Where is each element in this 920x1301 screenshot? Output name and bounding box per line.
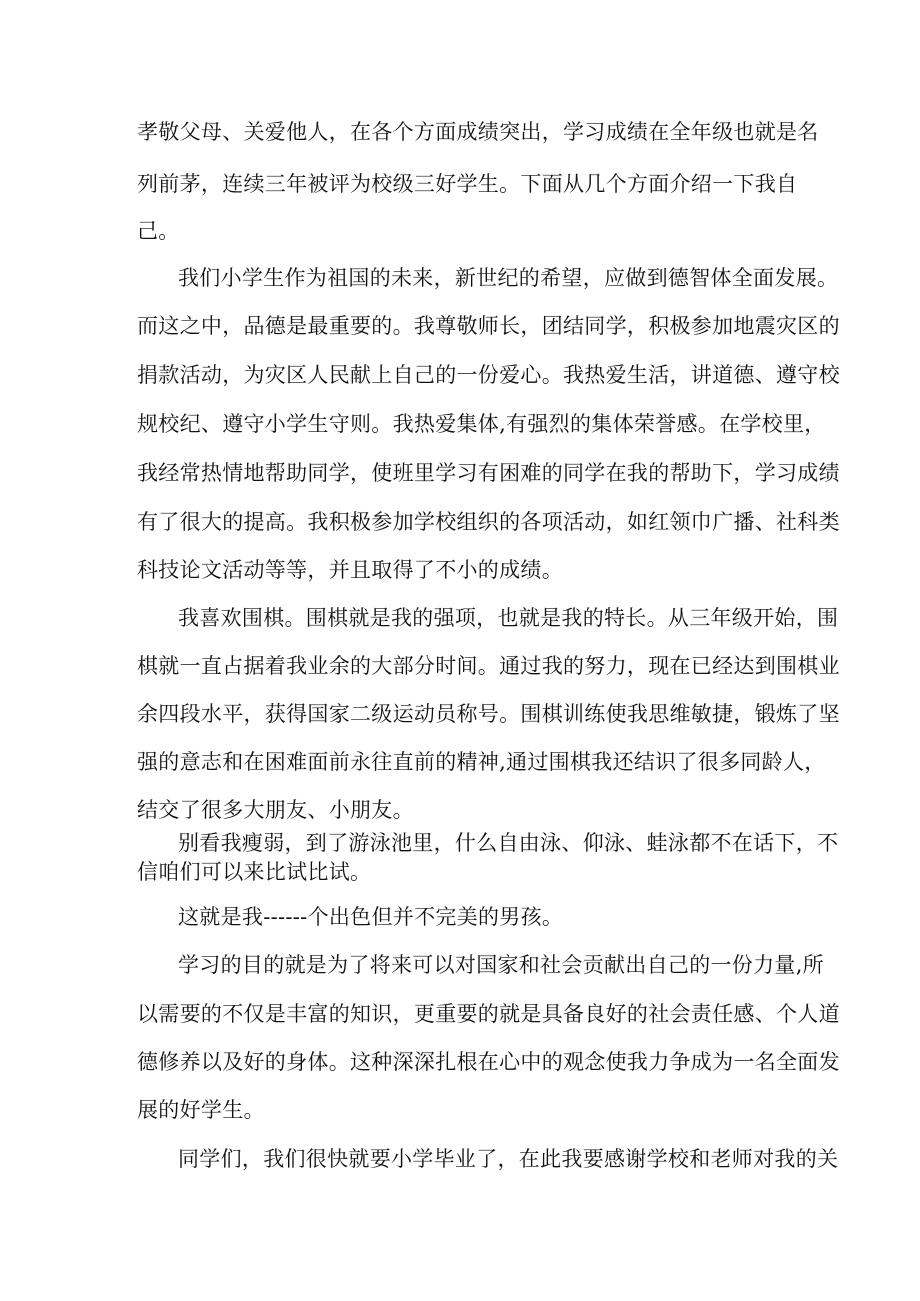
text-line: 有了很大的提高。我积极参加学校组织的各项活动，如红领巾广播、社科类 xyxy=(137,510,840,534)
text-line: 结交了很多大朋友、小朋友。 xyxy=(137,798,414,822)
text-line: 同学们，我们很快就要小学毕业了，在此我要感谢学校和老师对我的关 xyxy=(178,1147,839,1171)
text-line: 己。 xyxy=(137,219,180,243)
text-line: 强的意志和在困难面前永往直前的精神,通过围棋我还结识了很多同龄人， xyxy=(137,750,826,774)
text-line: 以需要的不仅是丰富的知识，更重要的就是具备良好的社会责任感、个人道 xyxy=(137,1002,840,1026)
text-line: 德修养以及好的身体。这种深深扎根在心中的观念使我力争成为一名全面发 xyxy=(137,1050,840,1074)
text-line: 信咱们可以来比试比试。 xyxy=(137,860,372,884)
text-line: 科技论文活动等等，并且取得了不小的成绩。 xyxy=(137,558,563,582)
text-line: 这就是我------个出色但并不完美的男孩。 xyxy=(178,905,564,929)
text-line: 孝敬父母、关爱他人，在各个方面成绩突出，学习成绩在全年级也就是名 xyxy=(137,120,819,144)
text-line: 余四段水平，获得国家二级运动员称号。围棋训练使我思维敏捷，锻炼了坚 xyxy=(137,702,840,726)
text-line: 展的好学生。 xyxy=(137,1098,265,1122)
text-line: 规校纪、遵守小学生守则。我热爱集体,有强烈的集体荣誉感。在学校里， xyxy=(137,412,826,436)
text-line: 而这之中，品德是最重要的。我尊敬师长，团结同学，积极参加地震灾区的 xyxy=(137,314,840,338)
text-line: 学习的目的就是为了将来可以对国家和社会贡献出自己的一份力量,所 xyxy=(178,953,824,977)
text-line: 我喜欢围棋。围棋就是我的强项，也就是我的特长。从三年级开始，围 xyxy=(178,606,839,630)
text-line: 棋就一直占据着我业余的大部分时间。通过我的努力，现在已经达到围棋业 xyxy=(137,654,840,678)
text-line: 列前茅，连续三年被评为校级三好学生。下面从几个方面介绍一下我自 xyxy=(137,172,798,196)
text-line: 我们小学生作为祖国的未来，新世纪的希望，应做到德智体全面发展。 xyxy=(178,266,839,290)
text-line: 别看我瘦弱，到了游泳池里，什么自由泳、仰泳、蛙泳都不在话下，不 xyxy=(178,831,839,855)
text-line: 捐款活动，为灾区人民献上自己的一份爱心。我热爱生活，讲道德、遵守校 xyxy=(137,363,840,387)
text-line: 我经常热情地帮助同学，使班里学习有困难的同学在我的帮助下，学习成绩 xyxy=(137,461,840,485)
